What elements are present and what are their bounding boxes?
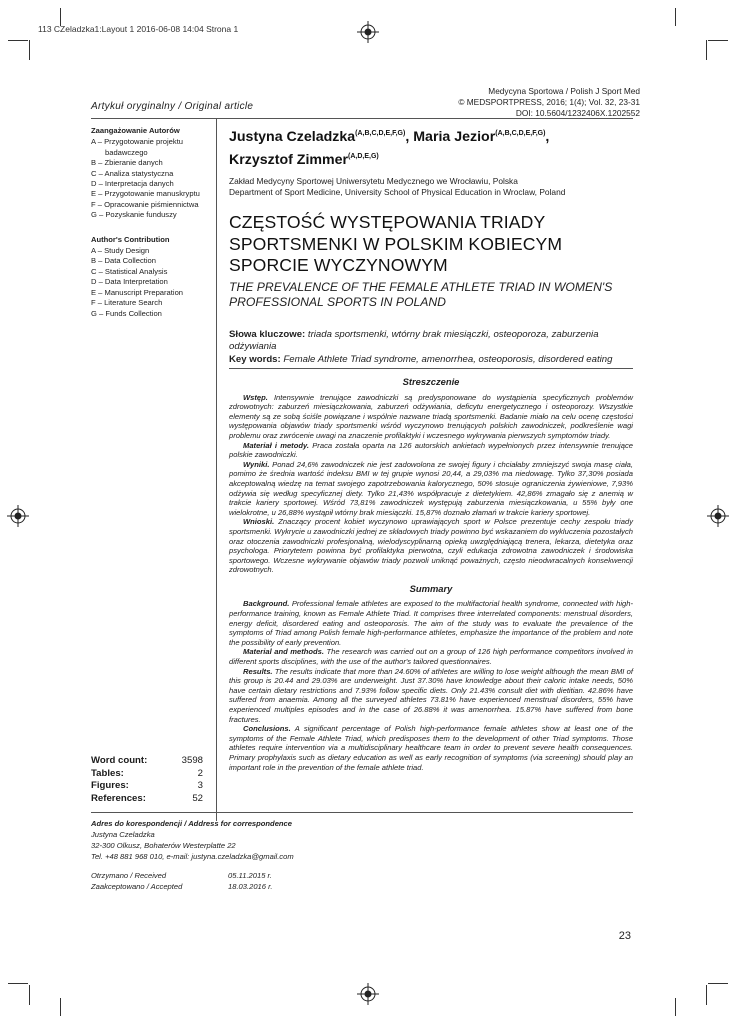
contribution-item: C – Statistical Analysis bbox=[91, 266, 168, 276]
author-list: Justyna Czeladzka$^{(A,B,C,D,E,F,G)}$, Maria Jezior$^{(A,B,C,D,E,F,G)}$, Krzysztof Zimmer$^{(A,D,E,G)}$ bbox=[229, 129, 550, 168]
received-date: 05.11.2015 r. bbox=[228, 871, 272, 880]
paragraph-text: Professional female athletes are exposed to the multifactorial health syndrome, connected with high-performance training, known as Female Athlete Triad. It comprises three interrelated components: menstrual disorders, energy deficit, disordered eating and osteoporosis. The aim of the study was to evaluate the prevalence of the symptoms of Triad among Polish female high-performance athletes, emphasize the importance of the problem and note the possibility of early prevention. bbox=[229, 599, 633, 647]
contribution-item: F – Opracowanie piśmiennictwa bbox=[91, 199, 199, 209]
paragraph-heading: Wyniki. bbox=[243, 459, 270, 469]
abstract-paragraph bbox=[229, 441, 633, 460]
contribution-item: C – Analiza statystyczna bbox=[91, 168, 174, 178]
paragraph-text: The results indicate that more than 24.60% of athletes are willing to lose weight although the mean BMI of this group is 20.44 and 29.03% are underweight. Just 37.30% have knowledge about their caloric intake needs, 50% have certain dietary restrictions and 7.93% follow specific diets. Only 21.43% consult diet with dietitian. 42.86% have suffered from anaemia. Among all the surveyed athletes 73.81% have experienced menstrual disorders, 55% have experienced multiples episodes and in the case of 26.88% it was amenorrhea. 15.87% have suffered from bone fractures. bbox=[229, 666, 633, 724]
abstract-title-pl: Streszczenie bbox=[402, 376, 460, 387]
stat-label: Word count: bbox=[91, 755, 148, 766]
correspondence-contact: Tel. +48 881 968 010, e-mail: justyna.czeladzka@gmail.com bbox=[91, 852, 294, 861]
paragraph-text: Ponad 24,6% zawodniczek nie jest zadowolona ze swojej figury i chciałaby zmniejszyć swoja masę ciała, pomimo że średnia wartość indeksu BMI w tej grupie wynosi 20,44, a 29,03% ma niedowagę. Tylko 37,30% posiada akceptowalną wiedzę na temat swojego zapotrzebowania kalorycznego, 50% stosuje ograniczenia żywieniowe, 7,93% odżywia się według specyficznej diety. Tylko 21,43% współpracuje z dietetykiem. 42,86% zmagało się z anemią w trakcie kariery sportowej. Wśród 73,81% zawodniczek występują zaburzenia miesiączkowania, u 55% były one wielokrotne, u 26,88% wystąpił wtórny brak miesiączki. 15,87% doznało złamań w trakcie kariery sportowej. bbox=[229, 459, 633, 517]
stat-row bbox=[91, 768, 203, 781]
title-polish: CZĘSTOŚĆ WYSTĘPOWANIA TRIADY SPORTSMENKI W POLSKIM KOBIECYM SPORCIE WYCZYNOWYM bbox=[229, 212, 563, 275]
paragraph-heading: Materiał i metody. bbox=[243, 440, 310, 450]
journal-copyright: © MEDSPORTPRESS, 2016; 1(4); Vol. 32, 23-31 bbox=[458, 97, 640, 107]
abstract-section bbox=[229, 377, 633, 772]
article-stats bbox=[91, 755, 203, 805]
crop-mark bbox=[8, 40, 28, 41]
received-label: Otrzymano / Received bbox=[91, 871, 167, 880]
column-divider bbox=[216, 118, 217, 821]
author-name: Maria Jezior bbox=[413, 129, 496, 145]
stat-value: 3 bbox=[197, 780, 203, 792]
contribution-item: B – Data Collection bbox=[91, 256, 157, 266]
keywords bbox=[229, 329, 633, 367]
author-contribution-codes: (A,D,E,G) bbox=[348, 153, 379, 160]
abstract-paragraph bbox=[229, 393, 633, 441]
crop-mark bbox=[706, 40, 707, 60]
author-name: Krzysztof Zimmer bbox=[229, 152, 349, 168]
stat-row bbox=[91, 755, 203, 768]
submission-dates bbox=[91, 870, 511, 892]
journal-doi: DOI: 10.5604/1232406X.1202552 bbox=[515, 108, 640, 118]
crop-mark bbox=[60, 998, 61, 1016]
stat-row bbox=[91, 780, 203, 793]
crop-mark bbox=[29, 985, 30, 1005]
summary-paragraph bbox=[229, 724, 633, 772]
contribution-item: G – Funds Collection bbox=[91, 308, 162, 318]
correspondence-address: 32-300 Olkusz, Bohaterów Westerplatte 22 bbox=[91, 841, 236, 850]
contribution-item: E – Manuscript Preparation bbox=[91, 287, 184, 297]
keywords-pl bbox=[229, 329, 633, 354]
contribution-item: D – Interpretacja danych bbox=[91, 179, 174, 189]
paragraph-heading: Background. bbox=[243, 599, 290, 609]
crop-mark bbox=[708, 983, 728, 984]
page-number: 23 bbox=[618, 930, 631, 942]
registration-mark-icon bbox=[357, 983, 379, 1005]
author-contribution-codes: (A,B,C,D,E,F,G) bbox=[495, 130, 546, 137]
paragraph-text: Praca została oparta na 126 autorskich ankietach wypełnionych przez intensywnie trenujące polskie zawodniczki. bbox=[229, 440, 633, 460]
keywords-pl-text: triada sportsmenki, wtórny brak miesiączki, osteoporoza, zaburzenia odżywiania bbox=[229, 328, 599, 352]
accepted-date: 18.03.2016 r. bbox=[228, 882, 273, 891]
stat-label: Figures: bbox=[91, 780, 129, 792]
correspondence-block bbox=[91, 818, 511, 892]
keywords-en-text: Female Athlete Triad syndrome, amenorrhea, osteoporosis, disordered eating bbox=[283, 353, 613, 365]
contribution-item: E – Przygotowanie manuskryptu bbox=[91, 189, 200, 199]
contribution-item: A – Study Design bbox=[91, 246, 150, 256]
paragraph-text: A significant percentage of Polish high-performance female athletes show at least one of the symptoms of the Female Athlete Triad, which predisposes them to the development of other Triad symptoms. Those athletes require intervention via a multidisciplinary healthcare team in order to prevent severe health consequences. Primary prophylaxis such as dietary education as well as early recognition of symptoms (via screening) should play an important role in the prevention of the female athlete triad. bbox=[229, 724, 633, 772]
footer-rule bbox=[91, 812, 633, 813]
affiliation bbox=[229, 176, 633, 198]
stat-value: 3598 bbox=[181, 755, 203, 766]
paragraph-text: The research was carried out on a group of 126 high performance competitors involved in different sports disciplines, with the use of the author's tailored questionnaires. bbox=[229, 647, 633, 667]
registration-mark-icon bbox=[7, 505, 29, 527]
crop-mark bbox=[29, 40, 30, 60]
summary-paragraph bbox=[229, 599, 633, 647]
summary-paragraph bbox=[229, 647, 633, 666]
contribution-heading-pl: Zaangażowanie Autorów bbox=[91, 126, 180, 135]
contribution-item: D – Data Interpretation bbox=[91, 277, 168, 287]
correspondence-heading: Adres do korespondencji / Address for correspondence bbox=[91, 819, 293, 828]
paragraph-heading: Wstęp. bbox=[243, 392, 268, 402]
journal-header bbox=[458, 86, 640, 119]
affiliation-en: Department of Sport Medicine, University School of Physical Education in Wroclaw, Poland bbox=[229, 187, 566, 197]
stat-row bbox=[91, 793, 203, 806]
header-rule bbox=[91, 118, 633, 119]
author-contribution-sidebar bbox=[91, 126, 216, 319]
paragraph-text: Intensywnie trenujące zawodniczki są predysponowane do wystąpienia specyficznych problemów zdrowotnych: zaburzeń miesiączkowania, zaburzeń odżywiania, deficytu energetycznego i osteoporozy. Wszystkie elementy są ze sobą ściśle powiązane i wspólnie nazwane triadą sportsmenki. Badanie miało na celu ocenę częstości występowania objawów triady sportsmenki wśród wyczynowo trenujących polskich zawodniczek, podkreślenie wagi problemu oraz zwrócenie uwagi na znaczenie profilaktyki i wczesnego wykrywania pierwszych symptomów triady. bbox=[229, 392, 633, 440]
summary-paragraph bbox=[229, 667, 633, 725]
correspondence-name: Justyna Czeladzka bbox=[91, 830, 155, 839]
stat-value: 2 bbox=[197, 767, 203, 779]
abstract-paragraph bbox=[229, 460, 633, 518]
stat-label: References: bbox=[91, 792, 146, 804]
stat-label: Tables: bbox=[91, 767, 124, 779]
crop-mark bbox=[706, 985, 707, 1005]
print-slug: 113 CZeladzka1:Layout 1 2016-06-08 14:04 Strona 1 bbox=[38, 24, 239, 34]
author-contribution-codes: (A,B,C,D,E,F,G) bbox=[355, 130, 406, 137]
affiliation-pl: Zakład Medycyny Sportowej Uniwersytetu Medycznego we Wrocławiu, Polska bbox=[229, 176, 518, 186]
crop-mark bbox=[8, 983, 28, 984]
paragraph-heading: Results. bbox=[243, 666, 273, 676]
paragraph-text: Znaczący procent kobiet wyczynowo uprawiających sport w Polsce prezentuje cechy zespołu triady sportsmenki. Wykrycie u zawodniczki jednej ze składowych triady powinno być wskazaniem do wykluczenia pozostałych oraz otoczenia zawodniczki profesjonalną, wielodyscyplinarną opieką uwzględniającą trenera, lekarza, dietetyka oraz psychologa. Priorytetem powinna być profilaktyka pierwotna, czyli edukacja zdrowotna zawodniczek i środowiska sportowego. Wczesne wykrywanie objawów triady pozwoli uniknąć poważnych, często nieodwracalnych konsekwencji zdrowotnych. bbox=[229, 517, 633, 575]
paragraph-heading: Wnioski. bbox=[243, 517, 275, 527]
title-english: THE PREVALENCE OF THE FEMALE ATHLETE TRIAD IN WOMEN'S PROFESSIONAL SPORTS IN POLAND bbox=[229, 279, 613, 309]
abstract-title-en: Summary bbox=[409, 582, 453, 594]
keywords-en-label: Key words: bbox=[229, 353, 281, 365]
abstract-rule bbox=[229, 368, 633, 369]
keywords-en bbox=[229, 354, 633, 367]
author-name: Justyna Czeladzka bbox=[229, 129, 356, 145]
crop-mark bbox=[675, 998, 676, 1016]
contribution-item: A – Przygotowanie projektu bbox=[91, 137, 184, 147]
crop-mark bbox=[675, 8, 676, 26]
stat-value: 52 bbox=[192, 792, 203, 804]
contribution-heading-en: Author's Contribution bbox=[91, 234, 170, 244]
registration-mark-icon bbox=[707, 505, 729, 527]
crop-mark bbox=[708, 40, 728, 41]
contribution-item: G – Pozyskanie funduszy bbox=[91, 210, 177, 220]
paragraph-heading: Material and methods. bbox=[243, 647, 325, 657]
keywords-pl-label: Słowa kluczowe: bbox=[229, 328, 306, 340]
abstract-paragraph bbox=[229, 517, 633, 575]
contribution-item: F – Literature Search bbox=[91, 298, 163, 308]
article-header bbox=[229, 124, 633, 366]
registration-mark-icon bbox=[357, 21, 379, 43]
contribution-item: badawczego bbox=[105, 147, 148, 157]
journal-name: Medycyna Sportowa / Polish J Sport Med bbox=[488, 86, 640, 96]
contribution-item: B – Zbieranie danych bbox=[91, 158, 163, 168]
accepted-label: Zaakceptowano / Accepted bbox=[91, 882, 183, 891]
paragraph-heading: Conclusions. bbox=[243, 724, 291, 734]
article-type: Artykuł oryginalny / Original article bbox=[91, 101, 254, 112]
